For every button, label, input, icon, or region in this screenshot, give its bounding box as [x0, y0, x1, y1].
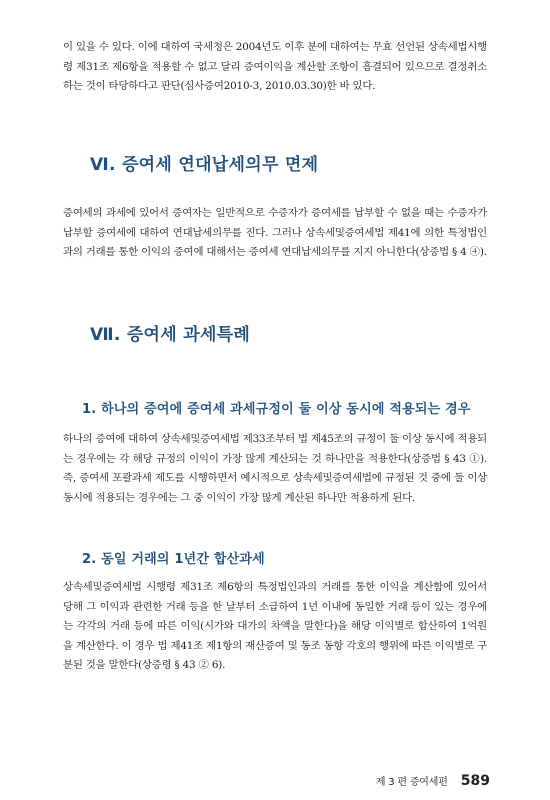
section-7-heading: Ⅶ. 증여세 과세특례 [90, 325, 251, 345]
section-6-heading: Ⅵ. 증여세 연대납세의무 면제 [90, 155, 319, 175]
footer-section-label: 제 3 편 증여세편 [375, 777, 448, 788]
subsection-1-paragraph: 하나의 증여에 대하여 상속세및증여세법 제33조부터 법 제45조의 규정이 둘 이상 동시에 적용되는 경우에는 각 해당 규정의 이익이 가장 많게 계산되는 것 하나만을 적용한다(상증법 § 43 ①). 즉, 증여세 포괄과세 제도를 시행하면서 예시적으로 상속세및증여세법에 규정된 것 중에 둘 이상 동시에 적용되는 경우에는 그 중 이익이 가장 많게 계산된 하나만 적용하게 된다. [63, 433, 487, 504]
section-6-paragraph: 증여세의 과세에 있어서 증여자는 일반적으로 수증자가 증여세를 납부할 수 없을 때는 수증자가 납부할 증여세에 대하여 연대납세의무를 진다. 그러나 상속세및증여세법 제41에 의한 특정법인과의 거래를 통한 이익의 증여에 대해서는 증여세 연대납세의무를 지지 아니한다(상증법 § 4 ④). [63, 207, 487, 259]
subsection-1-heading: 1. 하나의 증여에 증여세 과세규정이 둘 이상 동시에 적용되는 경우 [82, 402, 471, 417]
subsection-2-paragraph: 상속세및증여세법 시행령 제31조 제6항의 특정법인과의 거래를 통한 이익을 계산함에 있어서 당해 그 이익과 관련한 거래 등을 한 날부터 소급하여 1년 이내에 동일한 거래 등이 있는 경우에는 각각의 거래 등에 따른 이익(시가와 대가의 차액을 말한다)을 해당 이익별로 합산하여 1억원을 계산한다. 이 경우 법 제41조 제1항의 재산증여 및 동조 동항 각호의 행위에 따른 이익별로 구분된 것을 말한다(상증령 § 43 ② 6). [63, 581, 487, 672]
page-footer [300, 770, 490, 789]
intro-paragraph: 이 있을 수 있다. 이에 대하여 국세청은 2004년도 이후 분에 대하여는 무효 선언된 상속세법시행령 제31조 제6항을 적용할 수 없고 달리 증여이익을 계산할 조항이 흠결되어 있으므로 결정취소하는 것이 타당하다고 판단(심사증여2010-3, 2010.03.30)한 바 있다. [63, 41, 487, 93]
subsection-2-heading: 2. 동일 거래의 1년간 합산과세 [82, 552, 265, 567]
page-number: 589 [460, 773, 490, 789]
